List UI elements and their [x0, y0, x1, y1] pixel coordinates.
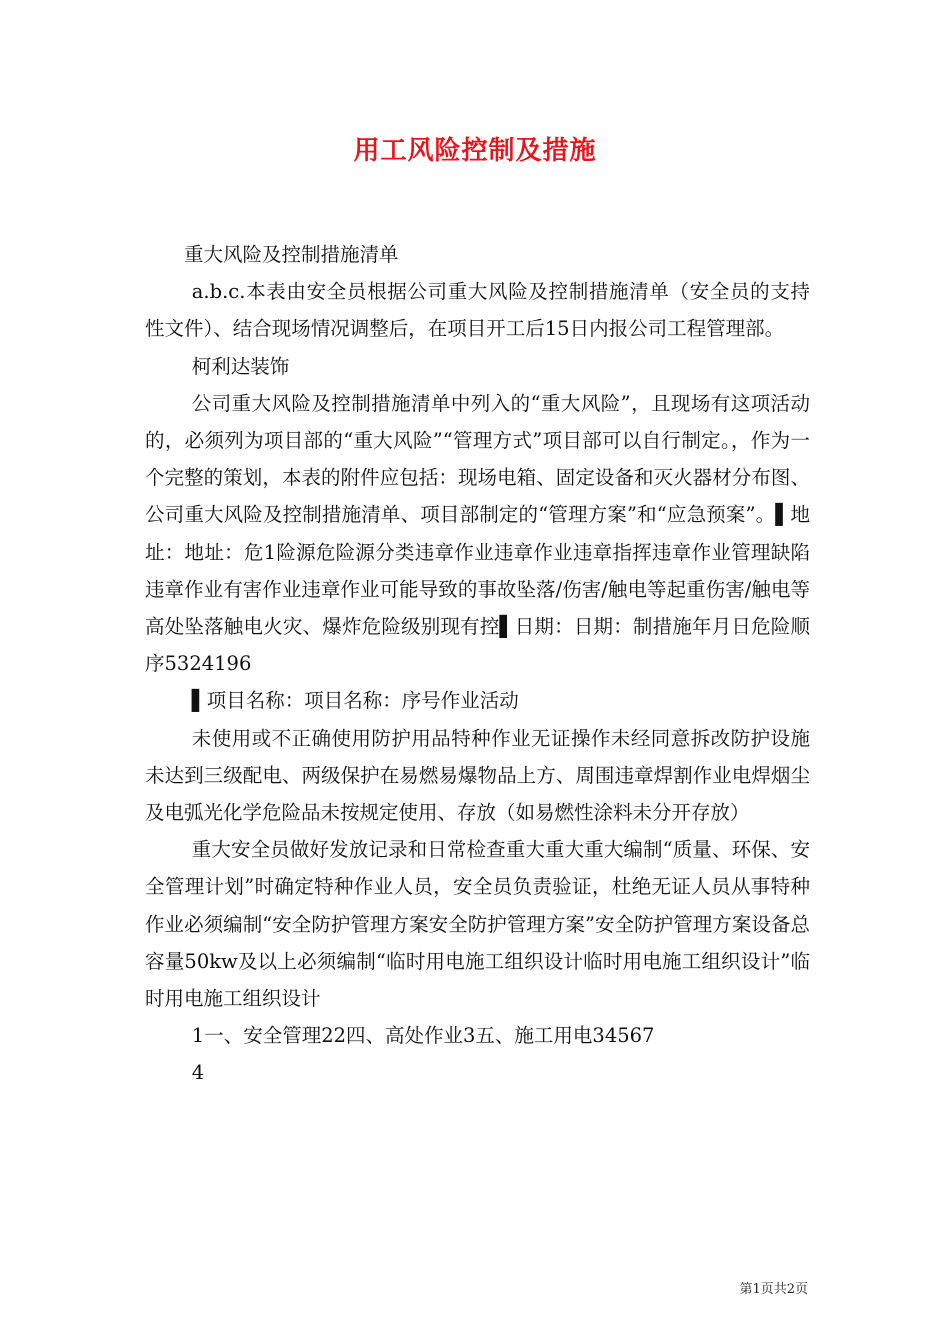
paragraph: 未使用或不正确使用防护用品特种作业无证操作未经同意拆改防护设施未达到三级配电、两级保护在易燃易爆物品上方、周围违章焊割作业电焊烟尘及电弧光化学危险品未按规定使用、存放（如易燃性涂料未分开存放） — [145, 726, 810, 825]
paragraph: a.b.c.本表由安全员根据公司重大风险及控制措施清单（安全员的支持性文件）、结合现场情况调整后，在项目开工后15日内报公司工程管理部。 — [145, 280, 810, 341]
paragraph: 柯利达装饰 — [191, 354, 290, 378]
paragraph: 4 — [191, 1061, 205, 1085]
paragraph: ▌项目名称：项目名称：序号作业活动 — [191, 689, 519, 713]
paragraph: 1一、安全管理22四、高处作业3五、施工用电34567 — [191, 1024, 655, 1048]
paragraph: 重大安全员做好发放记录和日常检查重大重大重大编制“质量、环保、安全管理计划”时确定特种作业人员，安全员负责验证，杜绝无证人员从事特种作业必须编制“安全防护管理方案安全防护管理方案”安全防护管理方案设备总容量50kw及以上必须编制“临时用电施工组织设计临时用电施工组织设计”临时用电施工组织设计 — [145, 838, 810, 1011]
paragraph-heading: 重大风险及控制措施清单 — [184, 243, 399, 266]
page-number: 第1页共2页 — [739, 1282, 808, 1297]
document-body — [145, 236, 810, 1092]
page-title: 用工风险控制及措施 — [353, 136, 597, 166]
paragraph: 公司重大风险及控制措施清单中列入的“重大风险”，且现场有这项活动的，必须列为项目部的“重大风险”“管理方式”项目部可以自行制定。，作为一个完整的策划，本表的附件应包括：现场电箱、固定设备和灭火器材分布图、公司重大风险及控制措施清单、项目部制定的“管理方案”和“应急预案”。▌地址：地址：危1险源危险源分类违章作业违章作业违章指挥违章作业管理缺陷违章作业有害作业违章作业可能导致的事故坠落/伤害/触电等起重伤害/触电等高处坠落触电火灾、爆炸危险级别现有控▌日期：日期：制措施年月日危险顺序5324196 — [145, 391, 810, 676]
